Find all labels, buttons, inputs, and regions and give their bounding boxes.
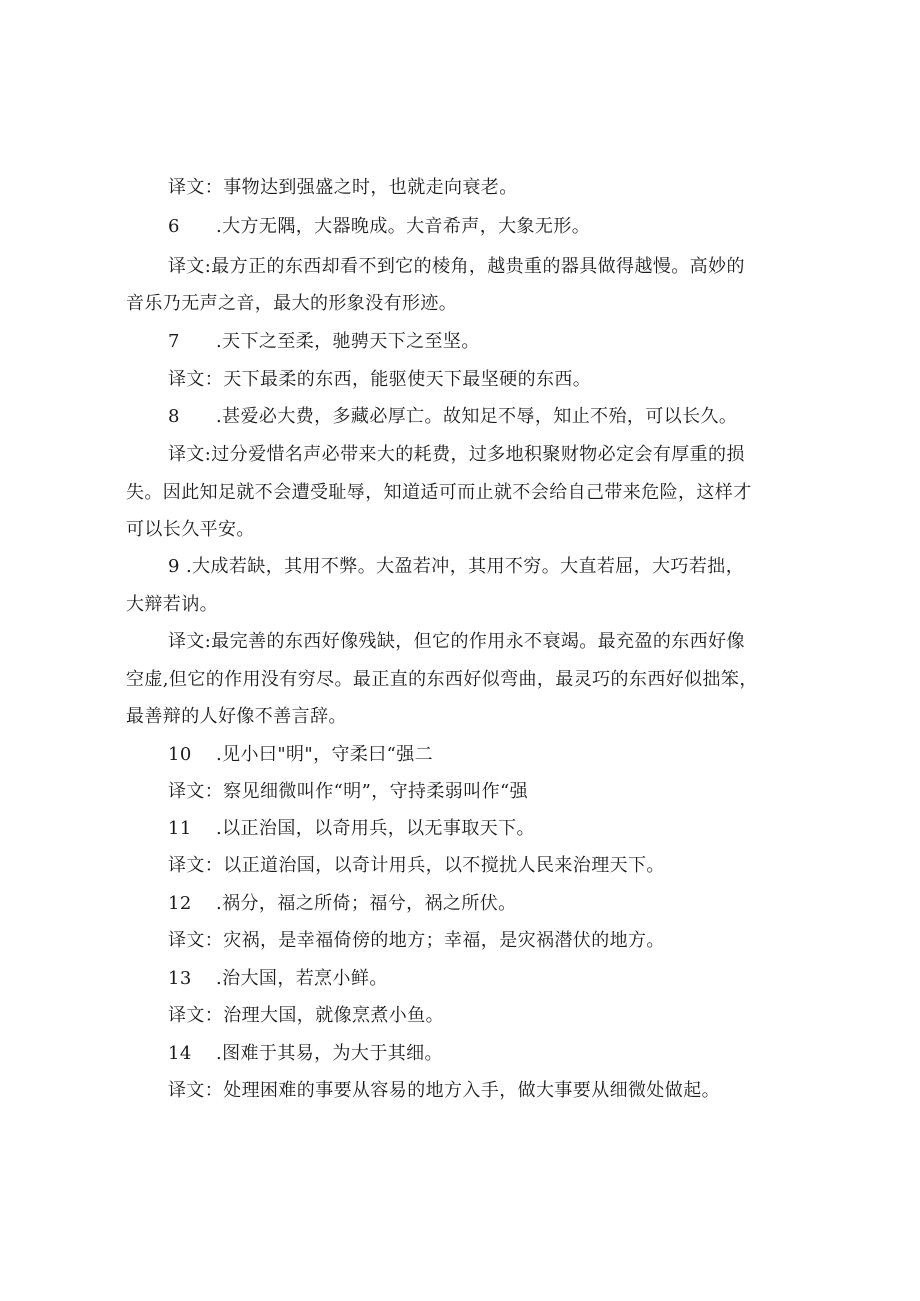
item-number: 12 — [168, 893, 192, 914]
translation-line-continued: 音乐乃无声之音，最大的形象没有形迹。 — [126, 293, 458, 314]
translation-line: 译文:最方正的东西却看不到它的棱角，越贵重的器具做得越慢。高妙的 — [168, 256, 745, 277]
translation-line: 译文：处理困难的事要从容易的地方入手，做大事要从细微处做起。 — [168, 1080, 720, 1101]
verse-line-6 — [168, 215, 816, 238]
item-number: 10 — [168, 744, 192, 765]
verse-text: .天下之至柔，驰骋天下之至坚。 — [216, 331, 480, 352]
verse-text: .以正治国，以奇用兵，以无事取天下。 — [216, 818, 535, 839]
translation-line: 译文：察见细微叫作“明”，守持柔弱叫作“强 — [168, 781, 529, 802]
verse-line-7 — [168, 330, 816, 353]
verse-line-12 — [168, 892, 816, 915]
verse-text: .图难于其易，为大于其细。 — [216, 1043, 443, 1064]
translation-line: 译文：灾祸，是幸福倚傍的地方；幸福，是灾祸潜伏的地方。 — [168, 930, 665, 951]
verse-text: .甚爱必大费，多藏必厚亡。故知足不辱，知止不殆，可以长久。 — [216, 406, 738, 427]
translation-line: 译文：治理大国，就像烹煮小鱼。 — [168, 1005, 444, 1026]
item-number: 11 — [168, 818, 192, 839]
verse-text: .祸分，福之所倚；福兮，祸之所伏。 — [216, 893, 517, 914]
item-number: 8 — [168, 406, 180, 427]
translation-line: 译文:最完善的东西好像残缺，但它的作用永不衰竭。最充盈的东西好像 — [168, 631, 745, 652]
item-number: 6 — [168, 216, 180, 237]
translation-line-continued: 空虚,但它的作用没有穷尽。最正直的东西好似弯曲，最灵巧的东西好似拙笨， — [126, 669, 758, 690]
verse-line-11 — [168, 817, 816, 840]
item-number: 13 — [168, 968, 192, 989]
translation-line-continued: 可以长久平安。 — [126, 519, 255, 540]
translation-line: 译文:过分爱惜名声必带来大的耗费，过多地积聚财物必定会有厚重的损 — [168, 444, 745, 465]
verse-text: .治大国，若烹小鲜。 — [216, 968, 388, 989]
translation-line-continued: 失。因此知足就不会遭受耻辱，知道适可而止就不会给自己带来危险，这样才 — [126, 482, 752, 503]
item-number: 7 — [168, 331, 180, 352]
verse-line-8 — [168, 405, 816, 428]
verse-line-14 — [168, 1042, 816, 1065]
verse-line-13 — [168, 967, 816, 990]
translation-line: 译文：天下最柔的东西，能驱使天下最坚硬的东西。 — [168, 369, 592, 390]
item-number: 14 — [168, 1043, 192, 1064]
verse-line-continued: 大辩若讷。 — [126, 594, 218, 615]
verse-text: .见小曰"明"，守柔曰“强二 — [216, 744, 434, 765]
translation-line: 译文：以正道治国，以奇计用兵，以不搅扰人民来治理天下。 — [168, 855, 665, 876]
verse-line-10 — [168, 743, 816, 766]
translation-line: 译文：事物达到强盛之时，也就走向衰老。 — [168, 177, 518, 198]
translation-line-continued: 最善辩的人好像不善言辞。 — [126, 706, 347, 727]
verse-line-9: 9 .大成若缺，其用不弊。大盈若冲，其用不穷。大直若屈，大巧若拙， — [168, 556, 745, 577]
verse-text: .大方无隅，大器晚成。大音希声，大象无形。 — [216, 216, 591, 237]
